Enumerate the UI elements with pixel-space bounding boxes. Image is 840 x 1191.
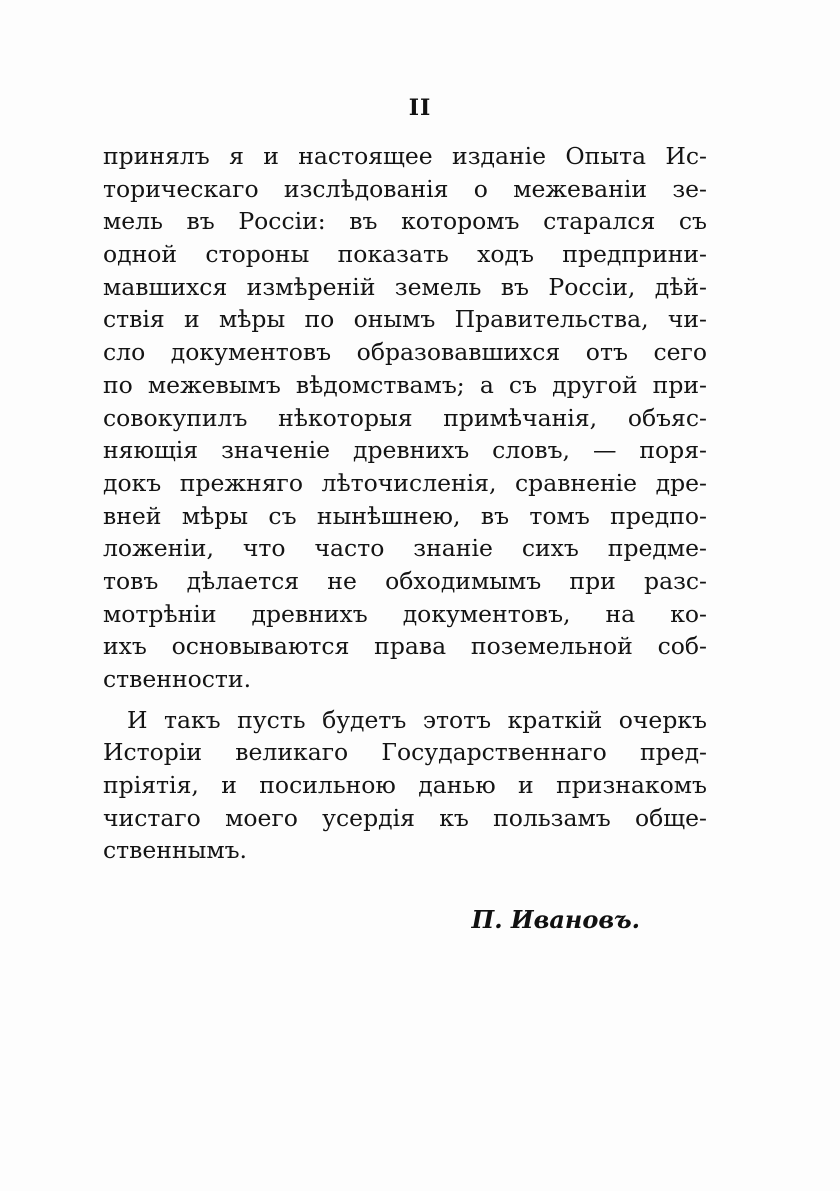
text-line: мель въ Россіи: въ которомъ старался съ [103, 207, 707, 236]
text-line: ствія и мѣры по онымъ Правительства, чи- [103, 305, 707, 334]
text-line: одной стороны показать ходъ предприни- [103, 240, 707, 269]
text-line: чистаго моего усердія къ пользамъ обще- [103, 803, 707, 832]
text-line: сло документовъ образовавшихся отъ сего [103, 338, 707, 367]
text-line: докъ прежняго лѣточисленія, сравненіе дре- [103, 468, 707, 497]
text-line: И такъ пусть будетъ этотъ краткій очеркъ [127, 705, 707, 734]
text-line: мавшихся измѣреній земель въ Россіи, дѣй- [103, 272, 707, 301]
text-line: по межевымъ вѣдомствамъ; а съ другой при- [103, 370, 707, 399]
text-line: ихъ основываются права поземельной соб- [103, 632, 707, 661]
text-line: пріятія, и посильною данью и признакомъ [103, 771, 707, 800]
paragraph-2 [103, 704, 707, 867]
text-line: ложеніи, что часто знаніе сихъ предме- [103, 534, 707, 563]
text-line: ственнымъ. [103, 836, 248, 865]
text-line: принялъ я и настоящее изданіе Опыта Ис- [103, 142, 707, 170]
body-text [103, 140, 707, 867]
text-line: совокупилъ нѣкоторыя примѣчанія, объяс- [103, 403, 707, 432]
text-line: торическаго изслѣдованія о межеваніи зе- [103, 174, 707, 203]
text-line: товъ дѣлается не обходимымъ при разс- [103, 566, 707, 595]
page-number: II [408, 95, 432, 121]
text-line: вней мѣры съ нынѣшнею, въ томъ предпо- [103, 501, 707, 530]
text-line: мотрѣніи древнихъ документовъ, на ко- [103, 599, 707, 628]
paragraph-1 [103, 140, 707, 696]
text-line: ственности. [103, 665, 252, 693]
text-line: няющія значеніе древнихъ словъ, — поря- [103, 436, 707, 465]
author-signature: П. Ивановъ. [471, 905, 640, 934]
text-line: Исторіи великаго Государственнаго пред- [103, 738, 707, 767]
